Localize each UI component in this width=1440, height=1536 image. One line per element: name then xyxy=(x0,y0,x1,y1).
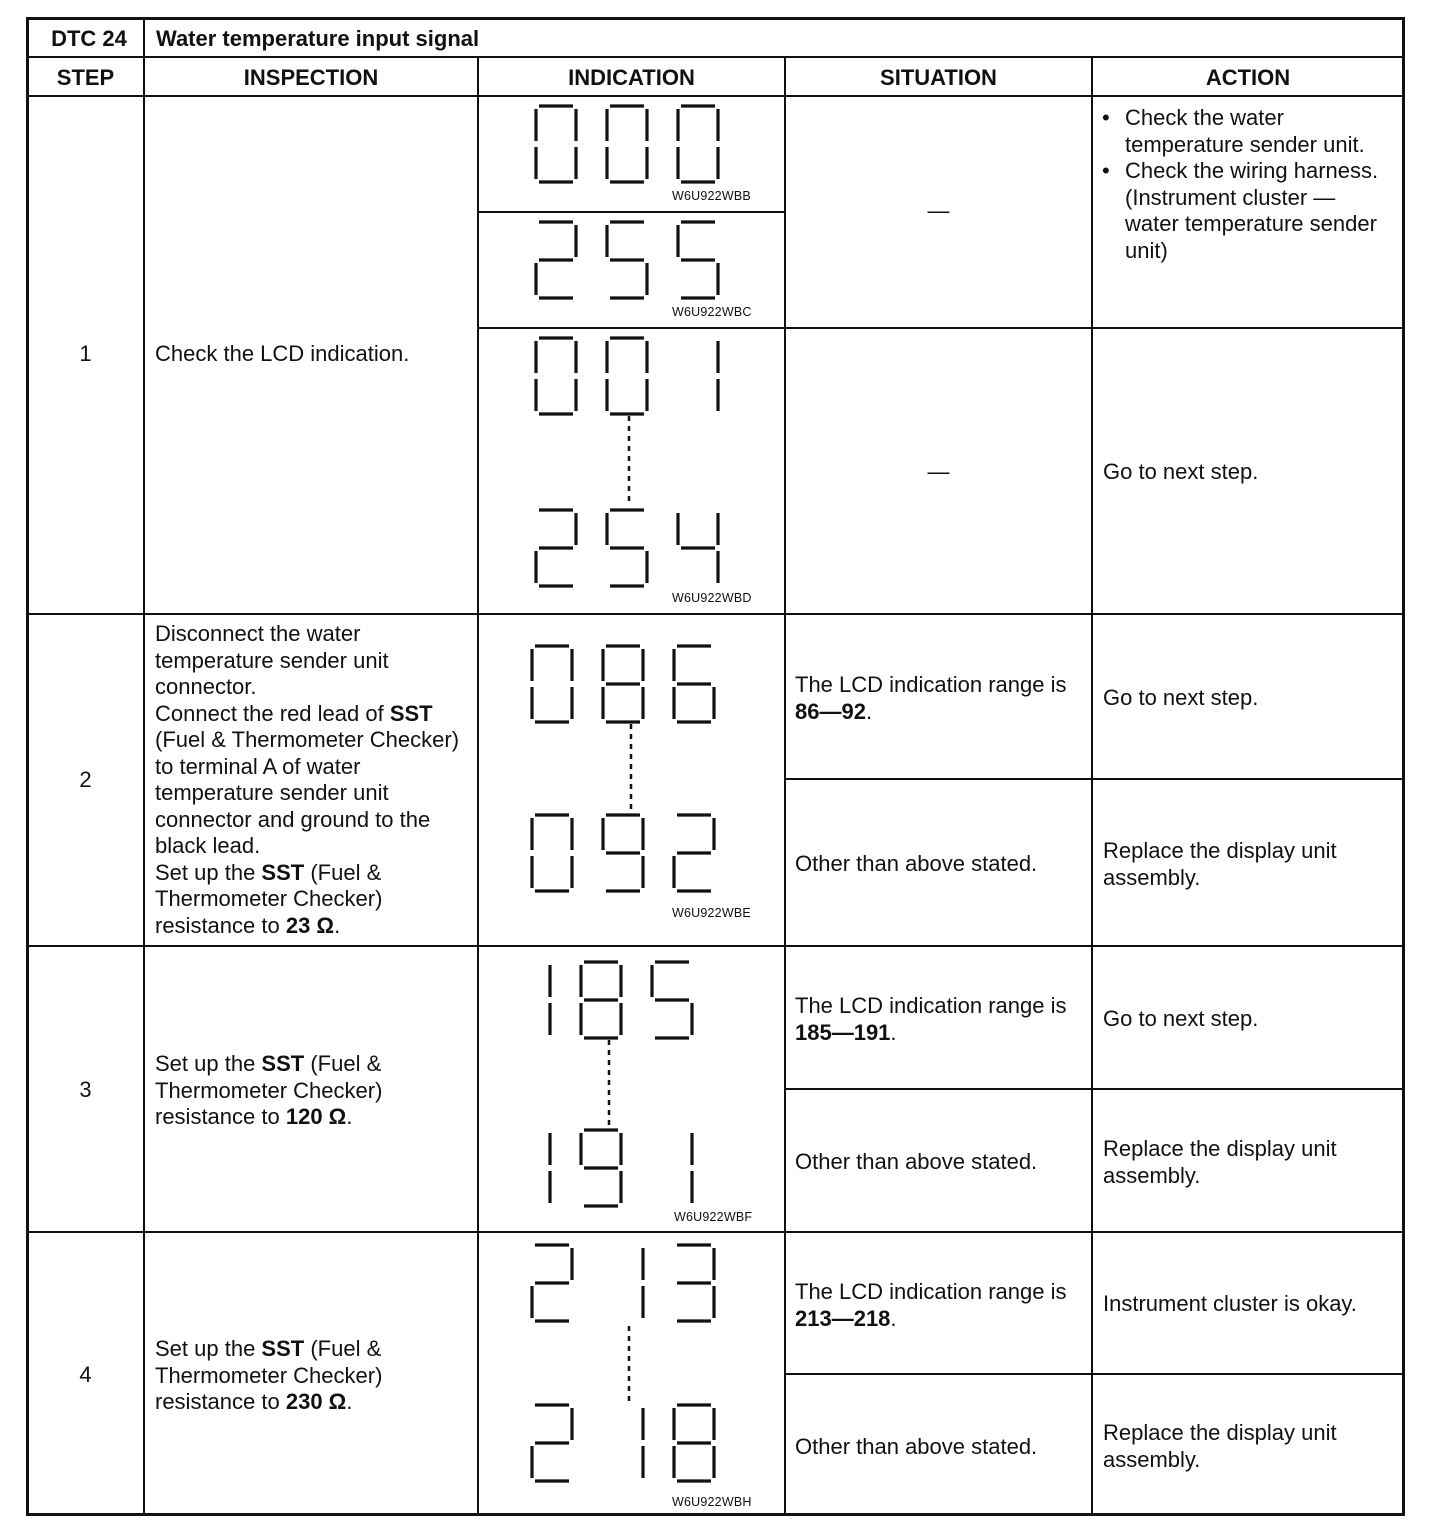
step-2-sst: SST xyxy=(389,700,433,726)
header-situation: SITUATION xyxy=(880,65,997,90)
step-2-inspection-line3 xyxy=(155,860,473,940)
action-row1-bullet-2: • Check the wiring harness. (Instrument cluster — water temperature sender unit) xyxy=(1094,158,1394,264)
situation-row2-b: Other than above stated. xyxy=(795,851,1038,876)
situation-row4-a xyxy=(795,1279,1087,1332)
step-3-inspection-e: . xyxy=(346,1104,353,1129)
situation-row1-a: — xyxy=(927,198,950,223)
step-3-inspection-a: Set up the xyxy=(155,1051,262,1076)
step-2-inspection-line2c: (Fuel & Thermometer Checker) to terminal A of water temperature sender unit connector and ground to the black lead. xyxy=(155,727,460,858)
situation-row3-a-text: The LCD indication range is xyxy=(795,993,1067,1018)
step-1-number: 1 xyxy=(79,341,92,366)
step-2-inspection-line3e: . xyxy=(334,912,341,938)
situation-row3-a-range: 185—191 xyxy=(795,1019,891,1045)
figure-ref-row1-b: W6U922WBC xyxy=(672,305,752,319)
figure-ref-row3: W6U922WBF xyxy=(674,1210,753,1224)
action-row2-a: Go to next step. xyxy=(1103,685,1259,710)
step-4-inspection-e: . xyxy=(346,1389,353,1414)
step-4-inspection xyxy=(155,1336,473,1416)
step-2-number: 2 xyxy=(79,767,92,792)
step-2-inspection-line3a: Set up the xyxy=(155,859,262,885)
step-3-inspection xyxy=(155,1051,473,1131)
dtc-code: DTC 24 xyxy=(51,26,127,51)
situation-row4-a-range: 213—218 xyxy=(795,1305,891,1331)
header-action: ACTION xyxy=(1205,65,1291,90)
step-2-inspection xyxy=(155,621,473,939)
step-2-inspection-line1: Disconnect the water temperature sender unit connector. xyxy=(155,621,389,699)
action-row4-a: Instrument cluster is okay. xyxy=(1103,1291,1357,1316)
step-4-number: 4 xyxy=(79,1362,92,1387)
step-4-inspection-c: (Fuel & Thermometer Checker) resistance to xyxy=(155,1336,383,1414)
figure-ref-row1-a: W6U922WBB xyxy=(672,189,751,203)
step-4-inspection-a: Set up the xyxy=(155,1336,262,1361)
situation-row4-a-text: The LCD indication range is xyxy=(795,1279,1067,1304)
header-indication: INDICATION xyxy=(568,65,695,90)
action-row1-b: Go to next step. xyxy=(1103,459,1259,484)
situation-row2-a-end: . xyxy=(865,698,873,724)
step-3-inspection-c: (Fuel & Thermometer Checker) resistance to xyxy=(155,1051,383,1129)
action-row3-a: Go to next step. xyxy=(1103,1006,1259,1031)
lcd-display-row4-bottom xyxy=(0,0,1,1)
action-row2-b: Replace the display unit assembly. xyxy=(1103,838,1337,890)
step-3-number: 3 xyxy=(79,1077,92,1102)
step-2-sst-2: SST xyxy=(261,859,305,885)
step-1-inspection: Check the LCD indication. xyxy=(155,341,410,366)
step-3-resistance: 120 Ω xyxy=(285,1104,347,1129)
step-4-sst: SST xyxy=(261,1336,305,1361)
situation-row4-a-end: . xyxy=(890,1305,897,1331)
step-2-inspection-line3c: (Fuel & Thermometer Checker) resistance to xyxy=(155,859,383,938)
step-2-inspection-line2 xyxy=(155,701,473,860)
header-inspection: INSPECTION xyxy=(243,65,379,90)
step-2-resistance: 23 Ω xyxy=(285,912,335,938)
step-3-sst: SST xyxy=(261,1051,305,1076)
situation-row1-b: — xyxy=(927,459,950,484)
dtc-title: Water temperature input signal xyxy=(156,26,480,51)
header-step: STEP xyxy=(56,65,115,90)
action-row4-b: Replace the display unit assembly. xyxy=(1103,1420,1337,1472)
situation-row3-b: Other than above stated. xyxy=(795,1149,1038,1174)
action-row3-b: Replace the display unit assembly. xyxy=(1103,1136,1337,1188)
action-row1-bullets xyxy=(1094,105,1394,264)
situation-row4-b: Other than above stated. xyxy=(795,1434,1038,1459)
situation-row2-a-text: The LCD indication range is xyxy=(795,672,1067,697)
figure-ref-row1-c: W6U922WBD xyxy=(672,591,752,605)
action-row1-bullet-1: • Check the water temperature sender unit. xyxy=(1094,105,1394,158)
step-4-resistance: 230 Ω xyxy=(285,1389,347,1414)
figure-ref-row2: W6U922WBE xyxy=(672,906,751,920)
situation-row2-a xyxy=(795,672,1087,725)
step-2-inspection-line2a: Connect the red lead of xyxy=(155,700,390,726)
situation-row3-a-end: . xyxy=(890,1019,897,1045)
situation-row3-a xyxy=(795,993,1087,1046)
figure-ref-row4: W6U922WBH xyxy=(672,1495,752,1509)
situation-row2-a-range: 86—92 xyxy=(795,698,866,724)
